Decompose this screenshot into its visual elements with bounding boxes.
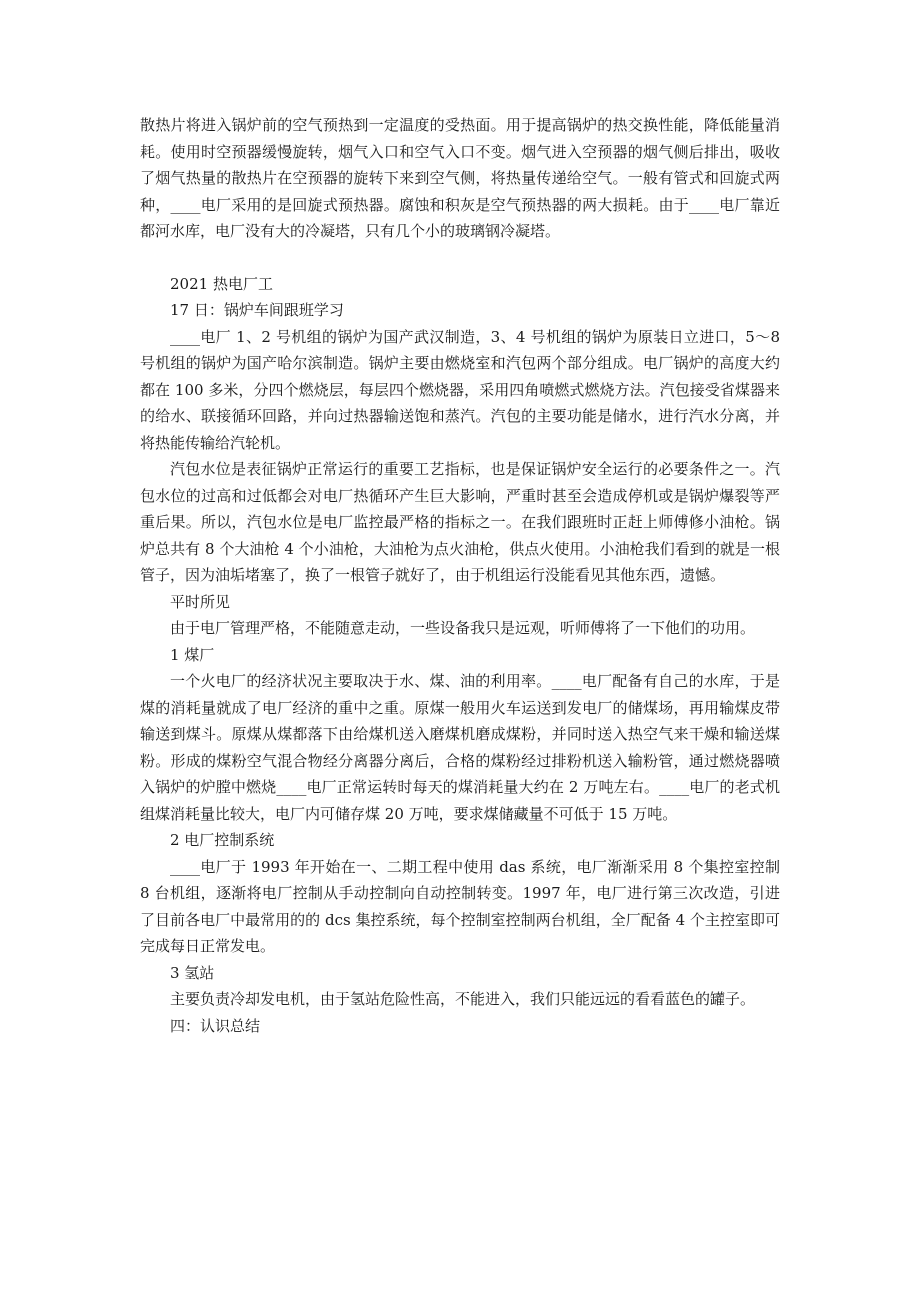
document-title: 2021 热电厂工 — [170, 274, 273, 293]
intro-paragraph: 散热片将进入锅炉前的空气预热到一定温度的受热面。用于提高锅炉的热交换性能，降低能量消耗。使用时空预器缓慢旋转，烟气入口和空气入口不变。烟气进入空预器的烟气侧后排出，吸收了烟气热量的散热片在空预器的旋转下来到空气侧，将热量传递给空气。一般有管式和回旋式两种，____电厂采用的是回旋式预热器。腐蚀和积灰是空气预热器的两大损耗。由于____电厂靠近都河水库，电厂没有大的冷凝塔，只有几个小的玻璃钢冷凝塔。 — [140, 116, 780, 240]
usual-heading: 平时所见 — [170, 592, 231, 611]
coal-paragraph: 一个火电厂的经济状况主要取决于水、煤、油的利用率。____电厂配备有自己的水库，于是煤的消耗量就成了电厂经济的重中之重。原煤一般用火车运送到发电厂的储煤场，再用输煤皮带输送到煤斗。原煤从煤都落下由给煤机送入磨煤机磨成煤粉，并同时送入热空气来干燥和输送煤粉。形成的煤粉空气混合物经分离器分离后，合格的煤粉经过排粉机送入输粉管，通过燃烧器喷入锅炉的炉膛中燃烧____电厂正常运转时每天的煤消耗量大约在 2 万吨左右。____电厂的老式机组煤消耗量比较大，电厂内可储存煤 20 万吨，要求煤储藏量不可低于 15 万吨。 — [140, 672, 780, 823]
control-heading: 2 电厂控制系统 — [170, 831, 275, 849]
drum-level-paragraph: 汽包水位是表征锅炉正常运行的重要工艺指标，也是保证锅炉安全运行的必要条件之一。汽包水位的过高和过低都会对电厂热循环产生巨大影响，严重时甚至会造成停机或是锅炉爆裂等严重后果。所以，汽包水位是电厂监控最严格的指标之一。在我们跟班时正赶上师傅修小油枪。锅炉总共有 8 个大油枪 4 个小油枪，大油枪为点火油枪，供点火使用。小油枪我们看到的就是一根管子，因为油垢堵塞了，换了一根管子就好了，由于机组运行没能看见其他东西，遗憾。 — [140, 460, 780, 584]
hydrogen-paragraph: 主要负责冷却发电机，由于氢站危险性高，不能进入，我们只能远远的看看蓝色的罐子。 — [170, 990, 756, 1008]
control-paragraph: ____电厂于 1993 年开始在一、二期工程中使用 das 系统，电厂渐渐采用 8 个集控室控制 8 台机组，逐渐将电厂控制从手动控制向自动控制转变。1997 年，电厂进行第三次改造，引进了目前各电厂中最常用的的 dcs 集控系统，每个控制室控制两台机组，全厂配备 4 个主控室即可完成每日正常发电。 — [140, 857, 780, 955]
section-spacer — [140, 245, 780, 271]
day-heading: 17 日：锅炉车间跟班学习 — [170, 301, 344, 319]
summary-heading: 四：认识总结 — [170, 1016, 261, 1035]
document-body — [140, 112, 780, 1039]
usual-paragraph: 由于电厂管理严格，不能随意走动，一些设备我只是远观，听师傅将了一下他们的功用。 — [170, 619, 756, 637]
coal-heading: 1 煤厂 — [170, 645, 215, 664]
hydrogen-heading: 3 氢站 — [170, 963, 215, 982]
boiler-paragraph: ____电厂 1、2 号机组的锅炉为国产武汉制造，3、4 号机组的锅炉为原装日立进口，5～8 号机组的锅炉为国产哈尔滨制造。锅炉主要由燃烧室和汽包两个部分组成。电厂锅炉的高度大约都在 100 多米，分四个燃烧层，每层四个燃烧器，采用四角喷燃式燃烧方法。汽包接受省煤器来的给水、联接循环回路，并向过热器输送饱和蒸汽。汽包的主要功能是储水，进行汽水分离，并将热能传输给汽轮机。 — [140, 327, 780, 452]
